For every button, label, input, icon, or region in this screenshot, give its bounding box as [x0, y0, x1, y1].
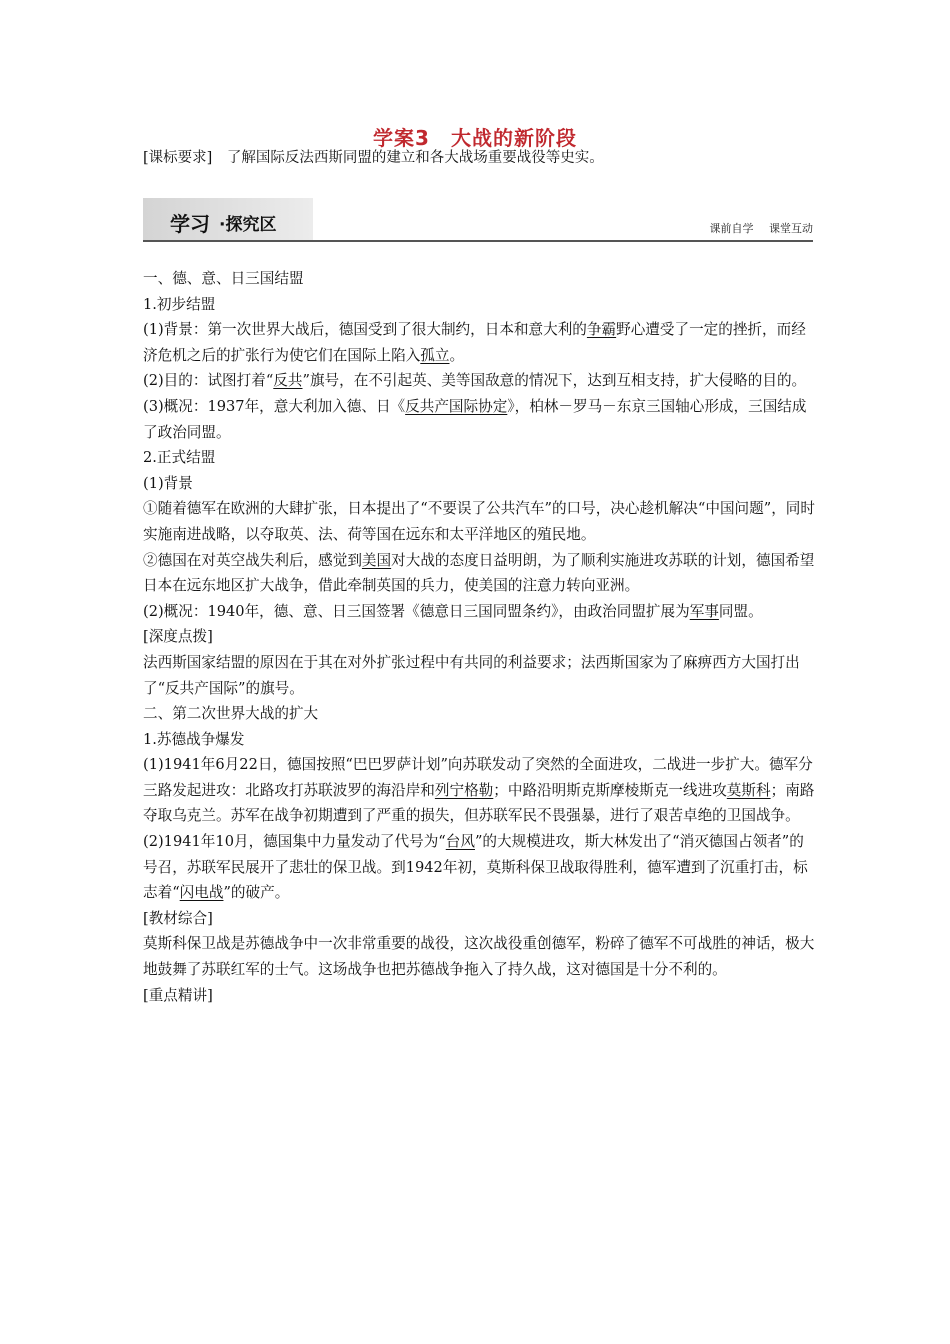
text-run: (1)背景：第一次世界大战后，德国受到了很大制约，日本和意大利的	[143, 321, 587, 339]
text-run: 同盟。	[718, 602, 763, 620]
text-run: 2.正式结盟	[143, 449, 216, 467]
text-run: ”的破产。	[223, 884, 290, 902]
section-banner	[143, 198, 813, 242]
paragraph	[143, 624, 815, 650]
paragraph	[143, 445, 815, 471]
text-run: 野心遭受了一定的挫折，而经济危机之后的扩张行为使它们在国际上陷入	[143, 321, 806, 364]
page-title: 学案3 大战的新阶段	[373, 126, 577, 150]
paragraph	[143, 983, 815, 1009]
curriculum-requirement: [课标要求] 了解国际反法西斯同盟的建立和各大战场重要战役等史实。	[143, 150, 604, 166]
text-run: (1)1941年6月22日，德国按照“巴巴罗萨计划”向苏联发动了突然的全面进攻，二战进一步扩大。德军分三路发起进攻：北路攻打苏联波罗的海沿岸和	[143, 756, 813, 799]
main-content	[143, 266, 815, 1008]
underlined-term: 莫斯科	[726, 781, 771, 799]
paragraph	[143, 317, 815, 368]
text-run: ②德国在对英空战失利后，感觉到	[143, 551, 362, 569]
text-run: ”旗号，在不引起英、美等国敌意的情况下，达到互相支持，扩大侵略的目的。	[302, 372, 807, 390]
underlined-term: 闪电战	[179, 884, 224, 902]
underlined-term: 反共	[273, 372, 303, 390]
banner-main-label: 学习	[170, 212, 210, 236]
underlined-term: 台风	[445, 833, 475, 851]
text-run: ；南路夺取乌克兰。苏军在战争初期遭到了严重的损失，但苏联军民不畏强暴，进行了艰苦卓绝的卫国战争。	[143, 781, 815, 825]
text-run: 1.苏德战争爆发	[143, 730, 245, 748]
underlined-term: 反共产国际协定	[405, 397, 508, 415]
paragraph	[143, 752, 815, 829]
underlined-term: 军事	[689, 602, 719, 620]
text-run: 》，柏林－罗马－东京三国轴心形成，三国结成了政治同盟。	[143, 397, 807, 441]
text-run: 1.初步结盟	[143, 295, 216, 313]
paragraph	[143, 931, 815, 982]
text-run: (2)1941年10月，德国集中力量发动了代号为“	[143, 833, 446, 851]
text-run: (2)概况：1940年，德、意、日三国签署《德意日三国同盟条约》，由政治同盟扩展为	[143, 602, 690, 620]
banner-tags	[698, 220, 814, 236]
banner-tag-classroom: 课堂互动	[769, 222, 813, 235]
paragraph	[143, 701, 815, 727]
paragraph	[143, 266, 815, 292]
paragraph	[143, 548, 815, 599]
paragraph	[143, 496, 815, 547]
text-run: [教材综合]	[143, 909, 213, 927]
text-run: (2)目的：试图打着“	[143, 372, 274, 390]
underlined-term: 列宁格勒	[434, 781, 494, 799]
paragraph	[143, 906, 815, 932]
text-run: 二、第二次世界大战的扩大	[143, 705, 319, 723]
banner-tag-self-study: 课前自学	[709, 222, 754, 235]
text-run: 。	[449, 346, 465, 364]
paragraph	[143, 292, 815, 318]
banner-sub-label: ·探究区	[219, 215, 277, 235]
text-run: ；中路沿明斯克斯摩棱斯克一线进攻	[493, 781, 727, 799]
text-run: ”的大规模进攻，斯大林发出了“消灭德国占领者”的号召，苏联军民展开了悲壮的保卫战。到1942年初，莫斯科保卫战取得胜利，德军遭到了沉重打击，标志着“	[143, 833, 808, 902]
paragraph	[143, 829, 815, 906]
underlined-term: 争霸	[586, 321, 617, 339]
text-run: [深度点拨]	[143, 628, 213, 646]
underlined-term: 孤立	[420, 346, 450, 364]
text-run: 法西斯国家结盟的原因在于其在对外扩张过程中有共同的利益要求；法西斯国家为了麻痹西方大国打出了“反共产国际”的旗号。	[143, 653, 800, 697]
banner-rule	[143, 240, 813, 242]
underlined-term: 美国	[361, 551, 392, 569]
text-run: ①随着德军在欧洲的大肆扩张，日本提出了“不要误了公共汽车”的口号，决心趁机解决“中国问题”，同时实施南进战略，以夺取英、法、荷等国在远东和太平洋地区的殖民地。	[143, 500, 815, 543]
text-run: 一、德、意、日三国结盟	[143, 270, 304, 287]
paragraph	[143, 368, 815, 394]
paragraph	[143, 471, 815, 497]
text-run: 莫斯科保卫战是苏德战争中一次非常重要的战役，这次战役重创德军，粉碎了德军不可战胜的神话，极大地鼓舞了苏联红军的士气。这场战争也把苏德战争拖入了持久战，这对德国是十分不利的。	[143, 935, 815, 979]
paragraph	[143, 727, 815, 753]
text-run: [重点精讲]	[143, 986, 213, 1004]
text-run: 对大战的态度日益明朗，为了顺利实施进攻苏联的计划，德国希望日本在远东地区扩大战争，借此牵制英国的兵力，使美国的注意力转向亚洲。	[143, 551, 815, 595]
paragraph	[143, 650, 815, 701]
text-run: (1)背景	[143, 474, 193, 492]
paragraph	[143, 599, 815, 625]
paragraph	[143, 394, 815, 445]
text-run: (3)概况：1937年，意大利加入德、日《	[143, 397, 406, 415]
